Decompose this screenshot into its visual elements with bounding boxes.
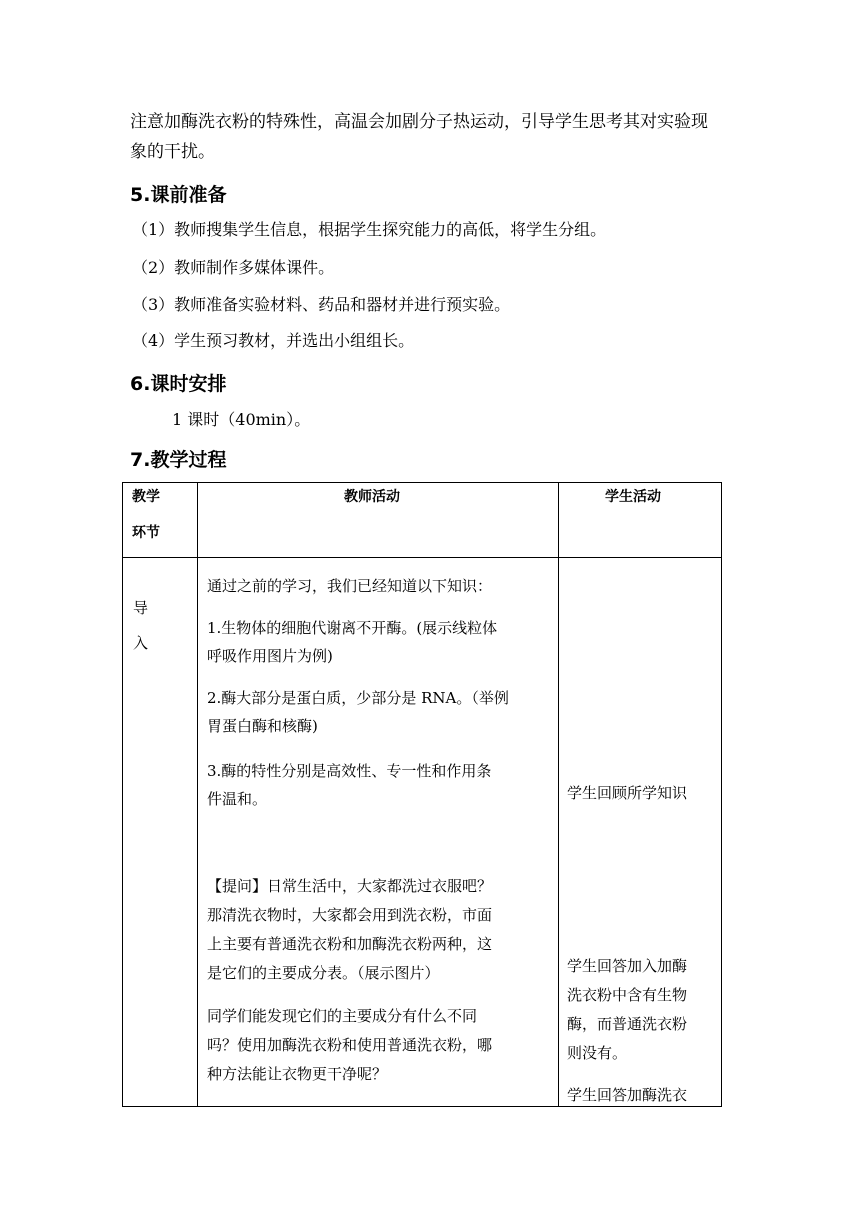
prep-item-3: （3）教师准备实验材料、药品和器材并进行预实验。	[132, 295, 511, 314]
table-right-border	[721, 482, 722, 1107]
table-col-divider-1	[197, 482, 198, 1107]
header-stage-line-1: 教学	[132, 489, 160, 505]
table-top-border	[122, 482, 722, 483]
prep-item-2: （2）教师制作多媒体课件。	[132, 258, 335, 277]
section-6-heading: 6.课时安排	[130, 373, 227, 395]
table-col-divider-2	[558, 482, 559, 1107]
stage-char-2: 入	[133, 634, 149, 652]
stage-char-1: 导	[133, 599, 149, 617]
student-line-2: 学生回答加入加酶	[567, 957, 688, 975]
teacher-line-7: 件温和。	[207, 790, 268, 808]
student-line-1: 学生回顾所学知识	[567, 784, 688, 802]
intro-line-2: 象的干扰。	[130, 142, 215, 162]
teacher-line-14: 种方法能让衣物更干净呢？	[207, 1065, 388, 1083]
table-bottom-border	[122, 1106, 722, 1107]
student-line-4: 酶，而普通洗衣粉	[567, 1015, 688, 1033]
teacher-line-6: 3.酶的特性分别是高效性、专一性和作用条	[207, 762, 492, 780]
teacher-line-8: 【提问】日常生活中，大家都洗过衣服吧？	[207, 877, 493, 895]
student-line-5: 则没有。	[567, 1044, 628, 1062]
intro-line-1: 注意加酶洗衣粉的特殊性，高温会加剧分子热运动，引导学生思考其对实验现	[130, 112, 708, 132]
teacher-line-1: 通过之前的学习，我们已经知道以下知识：	[207, 577, 493, 595]
student-line-6: 学生回答加酶洗衣	[567, 1086, 688, 1104]
teacher-line-10: 上主要有普通洗衣粉和加酶洗衣粉两种，这	[207, 935, 493, 953]
student-line-3: 洗衣粉中含有生物	[567, 986, 688, 1004]
prep-item-4: （4）学生预习教材，并选出小组组长。	[132, 331, 415, 350]
table-header-divider	[122, 557, 722, 558]
class-hours-text: 1 课时（40min）。	[172, 410, 311, 429]
section-7-heading: 7.教学过程	[130, 449, 227, 471]
table-left-border	[122, 482, 123, 1107]
header-teacher-activity: 教师活动	[344, 489, 400, 505]
teacher-line-2: 1.生物体的细胞代谢离不开酶。(展示线粒体	[207, 619, 498, 637]
teacher-line-4: 2.酶大部分是蛋白质，少部分是 RNA。（举例	[207, 689, 509, 707]
teacher-line-3: 呼吸作用图片为例)	[207, 647, 333, 665]
teacher-line-13: 吗？使用加酶洗衣粉和使用普通洗衣粉，哪	[207, 1036, 493, 1054]
header-stage-line-2: 环节	[132, 525, 160, 541]
teacher-line-11: 是它们的主要成分表。（展示图片）	[207, 964, 440, 982]
prep-item-1: （1）教师搜集学生信息，根据学生探究能力的高低，将学生分组。	[132, 220, 607, 239]
teacher-line-9: 那清洗衣物时，大家都会用到洗衣粉，市面	[207, 906, 493, 924]
teacher-line-12: 同学们能发现它们的主要成分有什么不同	[207, 1007, 478, 1025]
teacher-line-5: 胃蛋白酶和核酶)	[207, 717, 318, 735]
header-student-activity: 学生活动	[605, 489, 661, 505]
section-5-heading: 5.课前准备	[130, 184, 227, 206]
